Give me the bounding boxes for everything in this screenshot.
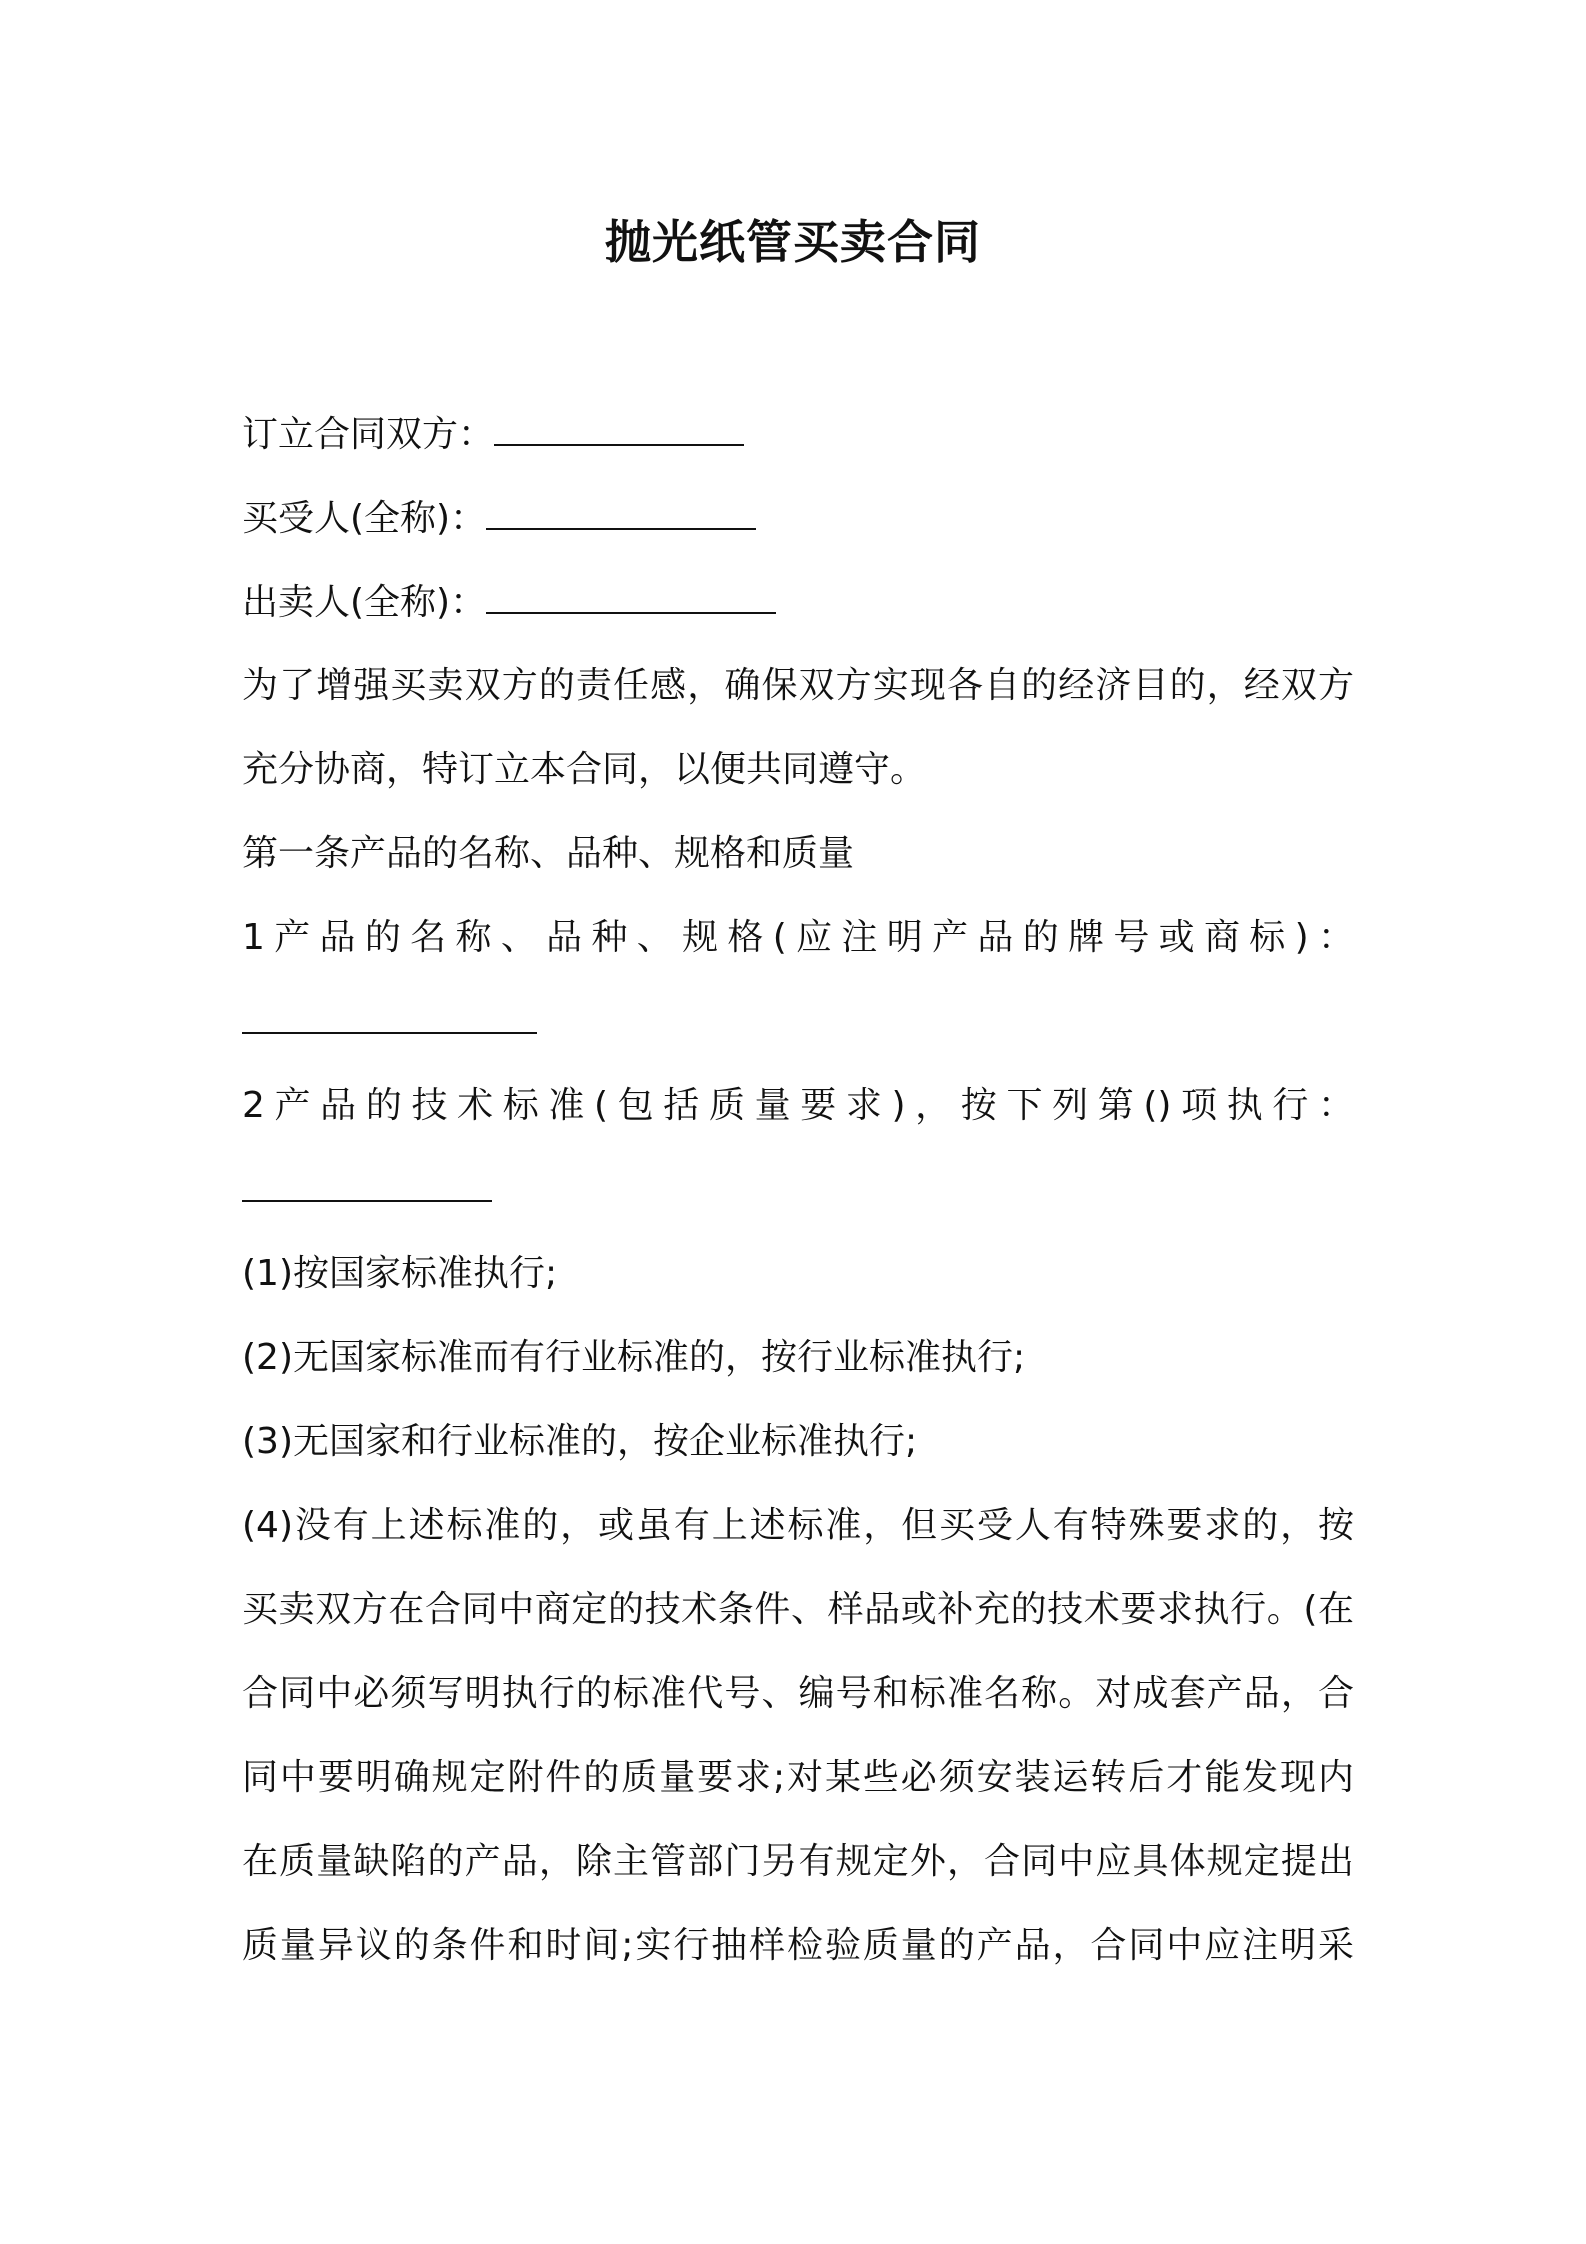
option-1: (1)按国家标准执行;: [242, 1253, 558, 1294]
article-1-heading: 第一条产品的名称、品种、规格和质量: [242, 833, 855, 874]
document-title: 抛光纸管买卖合同: [605, 215, 981, 269]
item-1-line: 1产品的名称、品种、规格(应注明产品的牌号或商标)：: [242, 917, 1354, 958]
item-1-blank-line: [242, 998, 537, 1047]
option-4-line-5: 在质量缺陷的产品，除主管部门另有规定外，合同中应具体规定提出: [242, 1841, 1354, 1882]
option-4-line-4: 同中要明确规定附件的质量要求;对某些必须安装运转后才能发现内: [242, 1757, 1354, 1798]
option-3: (3)无国家和行业标准的，按企业标准执行;: [242, 1421, 918, 1462]
parties-line: [242, 410, 744, 459]
buyer-blank[interactable]: [486, 494, 756, 530]
parties-label: 订立合同双方：: [242, 414, 495, 455]
option-4-line-3: 合同中必须写明执行的标准代号、编号和标准名称。对成套产品，合: [242, 1673, 1354, 1714]
item-2-blank-line: [242, 1166, 492, 1215]
item-2-line: 2产品的技术标准(包括质量要求)，按下列第()项执行：: [242, 1085, 1354, 1126]
item-1-blank[interactable]: [242, 998, 537, 1034]
option-4-line-6: 质量异议的条件和时间;实行抽样检验质量的产品，合同中应注明采: [242, 1925, 1354, 1966]
buyer-label: 买受人(全称)：: [242, 498, 487, 539]
intro-line-1: 为了增强买卖双方的责任感，确保双方实现各自的经济目的，经双方: [242, 665, 1354, 706]
option-4-line-1: (4)没有上述标准的，或虽有上述标准，但买受人有特殊要求的，按: [242, 1505, 1354, 1546]
option-2: (2)无国家标准而有行业标准的，按行业标准执行;: [242, 1337, 1026, 1378]
item-2-blank[interactable]: [242, 1166, 492, 1202]
seller-blank[interactable]: [486, 578, 776, 614]
parties-blank[interactable]: [494, 410, 744, 446]
buyer-line: [242, 494, 756, 543]
seller-label: 出卖人(全称)：: [242, 582, 487, 623]
seller-line: [242, 578, 776, 627]
option-4-line-2: 买卖双方在合同中商定的技术条件、样品或补充的技术要求执行。(在: [242, 1589, 1354, 1630]
intro-line-2: 充分协商，特订立本合同，以便共同遵守。: [242, 749, 927, 790]
